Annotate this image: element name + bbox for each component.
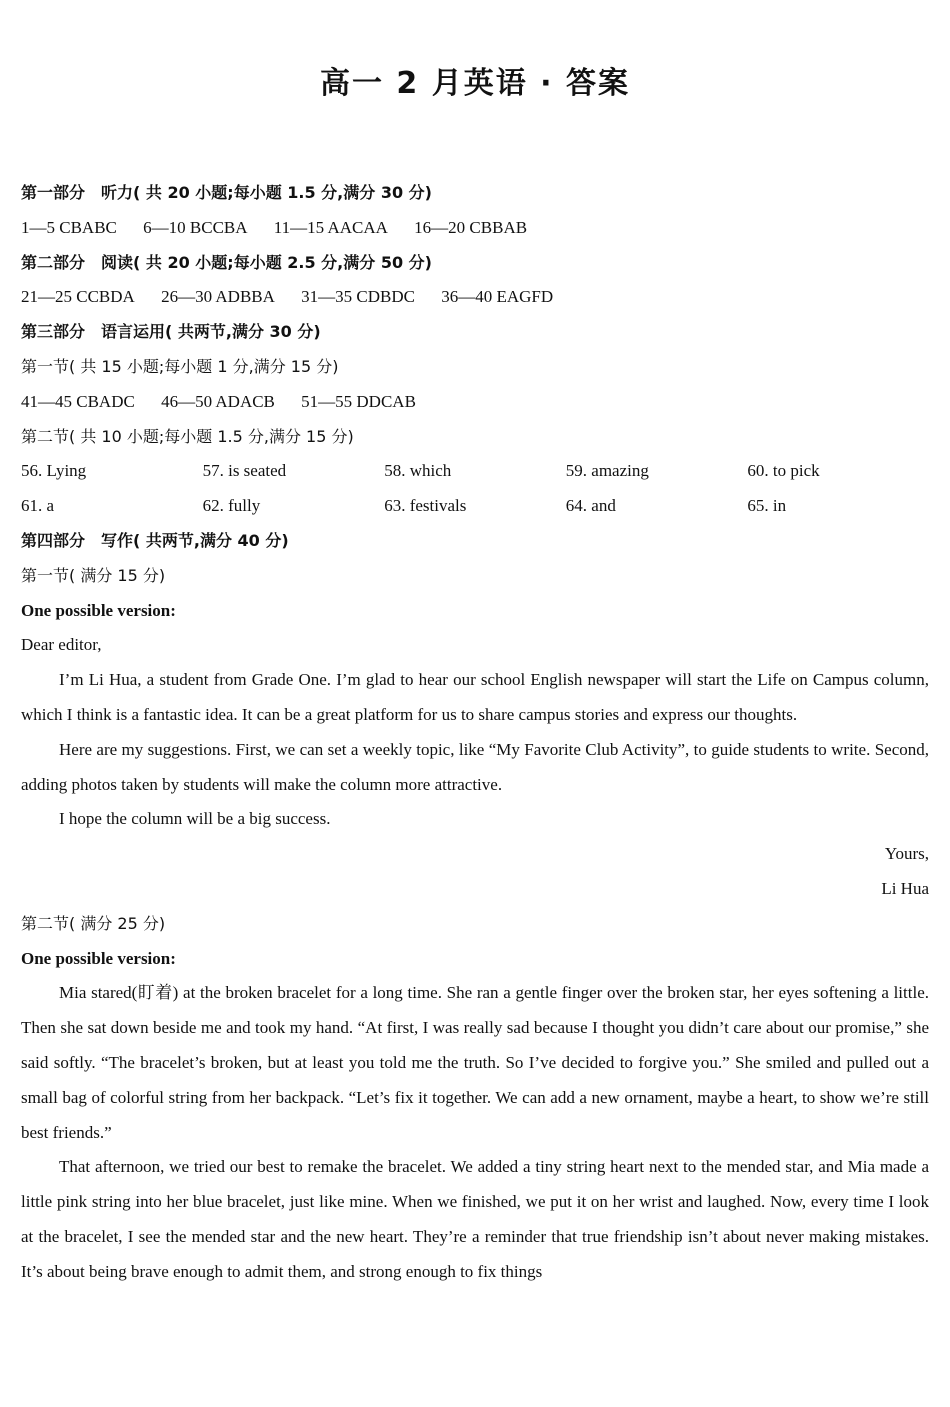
part1-heading: 第一部分 听力( 共 20 小题;每小题 1.5 分,满分 30 分) xyxy=(21,183,432,202)
fill-in-answer: 56. Lying xyxy=(21,461,87,481)
fill-in-answer: 60. to pick xyxy=(747,461,820,481)
answer-group: 51—55 DDCAB xyxy=(301,391,416,411)
part4-section2-heading: 第二节( 满分 25 分) xyxy=(21,913,166,933)
fill-in-answer: 61. a xyxy=(21,496,55,516)
answer-content xyxy=(21,176,929,1290)
fill-in-answer: 58. which xyxy=(384,461,452,481)
answer-group: 31—35 CDBDC xyxy=(301,287,415,307)
fill-in-answer: 59. amazing xyxy=(565,461,649,481)
fill-in-answers-row-1 xyxy=(21,454,929,489)
part3-section1-answers xyxy=(21,385,929,420)
fill-in-answers-row-2 xyxy=(21,489,929,524)
fill-in-answer: 62. fully xyxy=(202,496,261,516)
story-paragraph: That afternoon, we tried our best to remake the bracelet. We added a tiny string heart next to the mended star, and Mia made a little pink string into her blue bracelet, just like mine. When we finished, we put it on her wrist and laughed. Now, every time I look at the bracelet, I see the mended star and the new heart. They’re a reminder that true friendship isn’t about never making mistakes. It’s about being brave enough to admit them, and strong enough to fix things xyxy=(21,1157,929,1281)
part3-section1-heading: 第一节( 共 15 小题;每小题 1 分,满分 15 分) xyxy=(21,356,339,376)
part4-section1-heading: 第一节( 满分 15 分) xyxy=(21,565,166,585)
part4-heading: 第四部分 写作( 共两节,满分 40 分) xyxy=(21,530,289,550)
fill-in-answer: 57. is seated xyxy=(202,461,287,481)
answer-group: 41—45 CBADC xyxy=(21,391,135,411)
letter-closing: Yours, xyxy=(884,844,929,864)
letter-paragraph: I’m Li Hua, a student from Grade One. I’m glad to hear our school English newspaper will start the Life on Campus column, which I think is a fantastic idea. It can be a great platform for us to share campus stories and express our thoughts. xyxy=(21,670,929,724)
part3-heading: 第三部分 语言运用( 共两节,满分 30 分) xyxy=(21,322,321,342)
answer-group: 16—20 CBBAB xyxy=(414,217,528,237)
answer-group: 21—25 CCBDA xyxy=(21,287,135,307)
answer-group: 6—10 BCCBA xyxy=(143,217,248,237)
answer-group: 1—5 CBABC xyxy=(21,217,117,237)
page-title: 高一 2 月英语 · 答案 xyxy=(319,66,631,101)
part2-heading: 第二部分 阅读( 共 20 小题;每小题 2.5 分,满分 50 分) xyxy=(21,252,432,272)
letter-paragraph: I hope the column will be a big success. xyxy=(59,809,331,829)
letter-greeting: Dear editor, xyxy=(21,635,102,655)
version-label: One possible version: xyxy=(21,948,176,968)
answer-group: 26—30 ADBBA xyxy=(161,287,275,307)
answer-group: 36—40 EAGFD xyxy=(441,287,554,307)
part1-answers xyxy=(21,211,929,246)
answer-group: 46—50 ADACB xyxy=(161,391,275,411)
letter-paragraph: Here are my suggestions. First, we can set a weekly topic, like “My Favorite Club Activity”, to guide students to write. Second, adding photos taken by students will make the column more attractive. xyxy=(21,739,929,794)
fill-in-answer: 63. festivals xyxy=(384,496,467,516)
story-paragraph: Mia stared(盯着) at the broken bracelet for a long time. She ran a gentle finger over the broken star, her eyes softening a little. Then she sat down beside me and took my hand. “At first, I was really sad because I thought you didn’t care about our promise,” she said softly. “The bracelet’s broken, but at least you told me the truth. So I’ve decided to forgive you.” She smiled and pulled out a small bag of colorful string from her backpack. “Let’s fix it together. We can add a new ornament, maybe a heart, to show we’re still best friends.” xyxy=(21,983,929,1142)
part3-section2-heading: 第二节( 共 10 小题;每小题 1.5 分,满分 15 分) xyxy=(21,426,354,446)
fill-in-answer: 64. and xyxy=(565,496,616,516)
fill-in-answer: 65. in xyxy=(747,496,787,516)
version-label: One possible version: xyxy=(21,600,176,620)
answer-group: 11—15 AACAA xyxy=(273,217,388,237)
letter-signature: Li Hua xyxy=(881,878,929,898)
part2-answers xyxy=(21,280,929,315)
